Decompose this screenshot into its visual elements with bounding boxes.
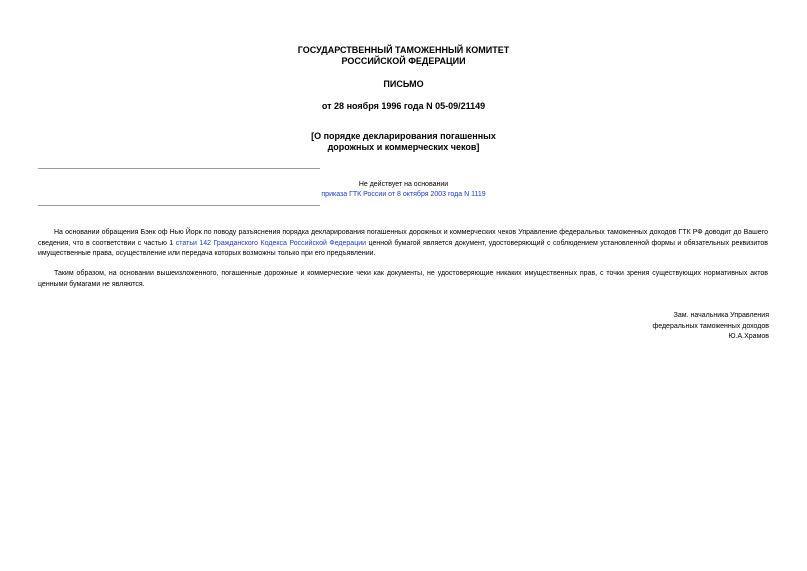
- status-note: [0, 180, 807, 200]
- paragraph-1-text-a: На основании обращения Бэнк оф Нью Йорк по поводу разъяснения порядка декларирования погашенных дорожных и коммерческих чеков Управление федеральных таможенных доходов ГТК РФ доводит до Вашего сведения, что в соответствии с частью 1: [38, 229, 768, 247]
- signer-title-line2: федеральных таможенных доходов: [652, 322, 769, 330]
- org-name-line1: ГОСУДАРСТВЕННЫЙ ТАМОЖЕННЫЙ КОМИТЕТ: [297, 45, 510, 55]
- document-subject: [0, 131, 807, 153]
- body-paragraph-2: Таким образом, на основании вышеизложенного, погашенные дорожные и коммерческие чеки как документы, не удостоверяющие никаких имущественных прав, с точки зрения существующих нормативных актов ценными бумагами не являются.: [38, 270, 768, 288]
- document-type: ПИСЬМО: [383, 79, 424, 89]
- signer-name: Ю.А.Храмов: [728, 333, 769, 340]
- document-header: [0, 45, 807, 67]
- status-text: Не действует на основании: [358, 181, 449, 188]
- org-name-line2: РОССИЙСКОЙ ФЕДЕРАЦИИ: [341, 56, 466, 66]
- civil-code-article-link[interactable]: статьи 142 Гражданского Кодекса Российской Федерации: [175, 239, 367, 247]
- subject-line2: дорожных и коммерческих чеков]: [327, 142, 480, 152]
- paragraph-1-text-b: ценной бумагой является документ, удостоверяющий с соблюдением установленной формы и обязательных реквизитов имущественные права, осуществление или передача которых возможны только при его предъявлении.: [38, 239, 768, 257]
- subject-line1: [О порядке декларирования погашенных: [311, 131, 496, 141]
- body-paragraph-1: [38, 228, 768, 260]
- repeal-order-link[interactable]: приказа ГТК России от 8 октября 2003 года N 1119: [321, 191, 486, 198]
- signer-title-line1: Зам. начальника Управления: [673, 312, 769, 319]
- divider-bottom: [38, 205, 320, 206]
- divider-top: [38, 168, 320, 169]
- document-date-number: от 28 ноября 1996 года N 05-09/21149: [321, 101, 486, 111]
- signature-block: [652, 311, 769, 343]
